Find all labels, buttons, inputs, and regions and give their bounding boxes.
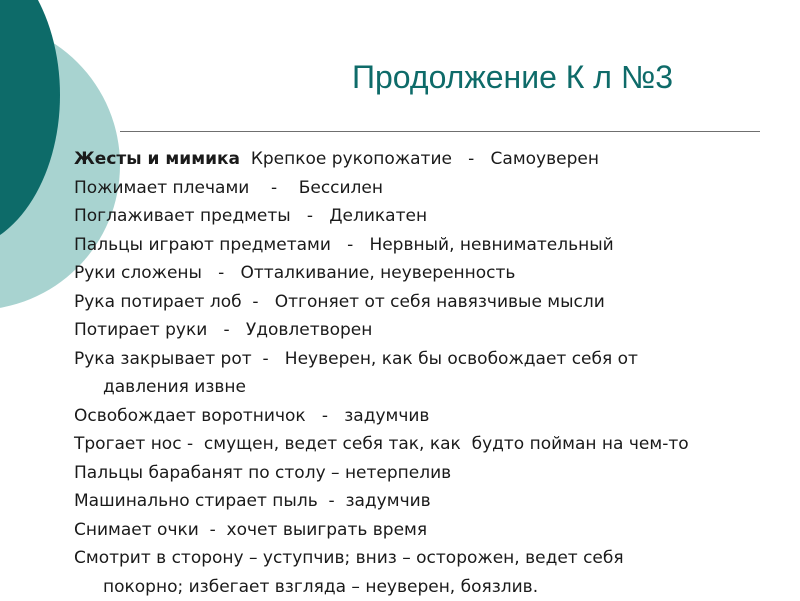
content-line [74, 544, 794, 601]
content-line [74, 202, 794, 231]
content-line [74, 487, 794, 516]
content-line-text: Пожимает плечами - Бессилен [74, 178, 383, 198]
content-line [74, 174, 794, 203]
content-line-continuation: покорно; избегает взгляда – неуверен, боязлив. [74, 573, 794, 601]
content-line-text: Руки сложены - Отталкивание, неуверенность [74, 263, 515, 283]
content-line [74, 288, 794, 317]
content-line-text: Поглаживает предметы - Деликатен [74, 206, 427, 226]
content-line-text: Потирает руки - Удовлетворен [74, 320, 372, 340]
content-line-text: Снимает очки - хочет выиграть время [74, 520, 427, 540]
content-line-text: Трогает нос - смущен, ведет себя так, как будто пойман на чем-то [74, 434, 689, 454]
content-line [74, 345, 794, 402]
content-line-text: Крепкое рукопожатие - Самоуверен [240, 149, 599, 169]
content-line [74, 316, 794, 345]
content-line-text: Пальцы барабанят по столу – нетерпелив [74, 463, 451, 483]
content-line-text: Рука потирает лоб - Отгоняет от себя навязчивые мысли [74, 292, 605, 312]
content-line-text: Пальцы играют предметами - Нервный, невнимательный [74, 235, 614, 255]
title-divider [120, 131, 760, 132]
content-line-text: Машинально стирает пыль - задумчив [74, 491, 431, 511]
content-line [74, 430, 794, 459]
content-line [74, 459, 794, 488]
slide-content [74, 145, 794, 601]
content-line [74, 516, 794, 545]
content-line-text: Освобождает воротничок - задумчив [74, 406, 429, 426]
content-line [74, 231, 794, 260]
content-line-continuation: давления извне [74, 373, 794, 402]
content-line-text: Рука закрывает рот - Неуверен, как бы освобождает себя от [74, 349, 638, 369]
content-line [74, 259, 794, 288]
content-line [74, 145, 794, 174]
content-line [74, 402, 794, 431]
section-lead: Жесты и мимика [74, 149, 240, 169]
slide-title: Продолжение К л №3 [352, 55, 673, 99]
content-line-text: Смотрит в сторону – уступчив; вниз – осторожен, ведет себя [74, 548, 624, 568]
